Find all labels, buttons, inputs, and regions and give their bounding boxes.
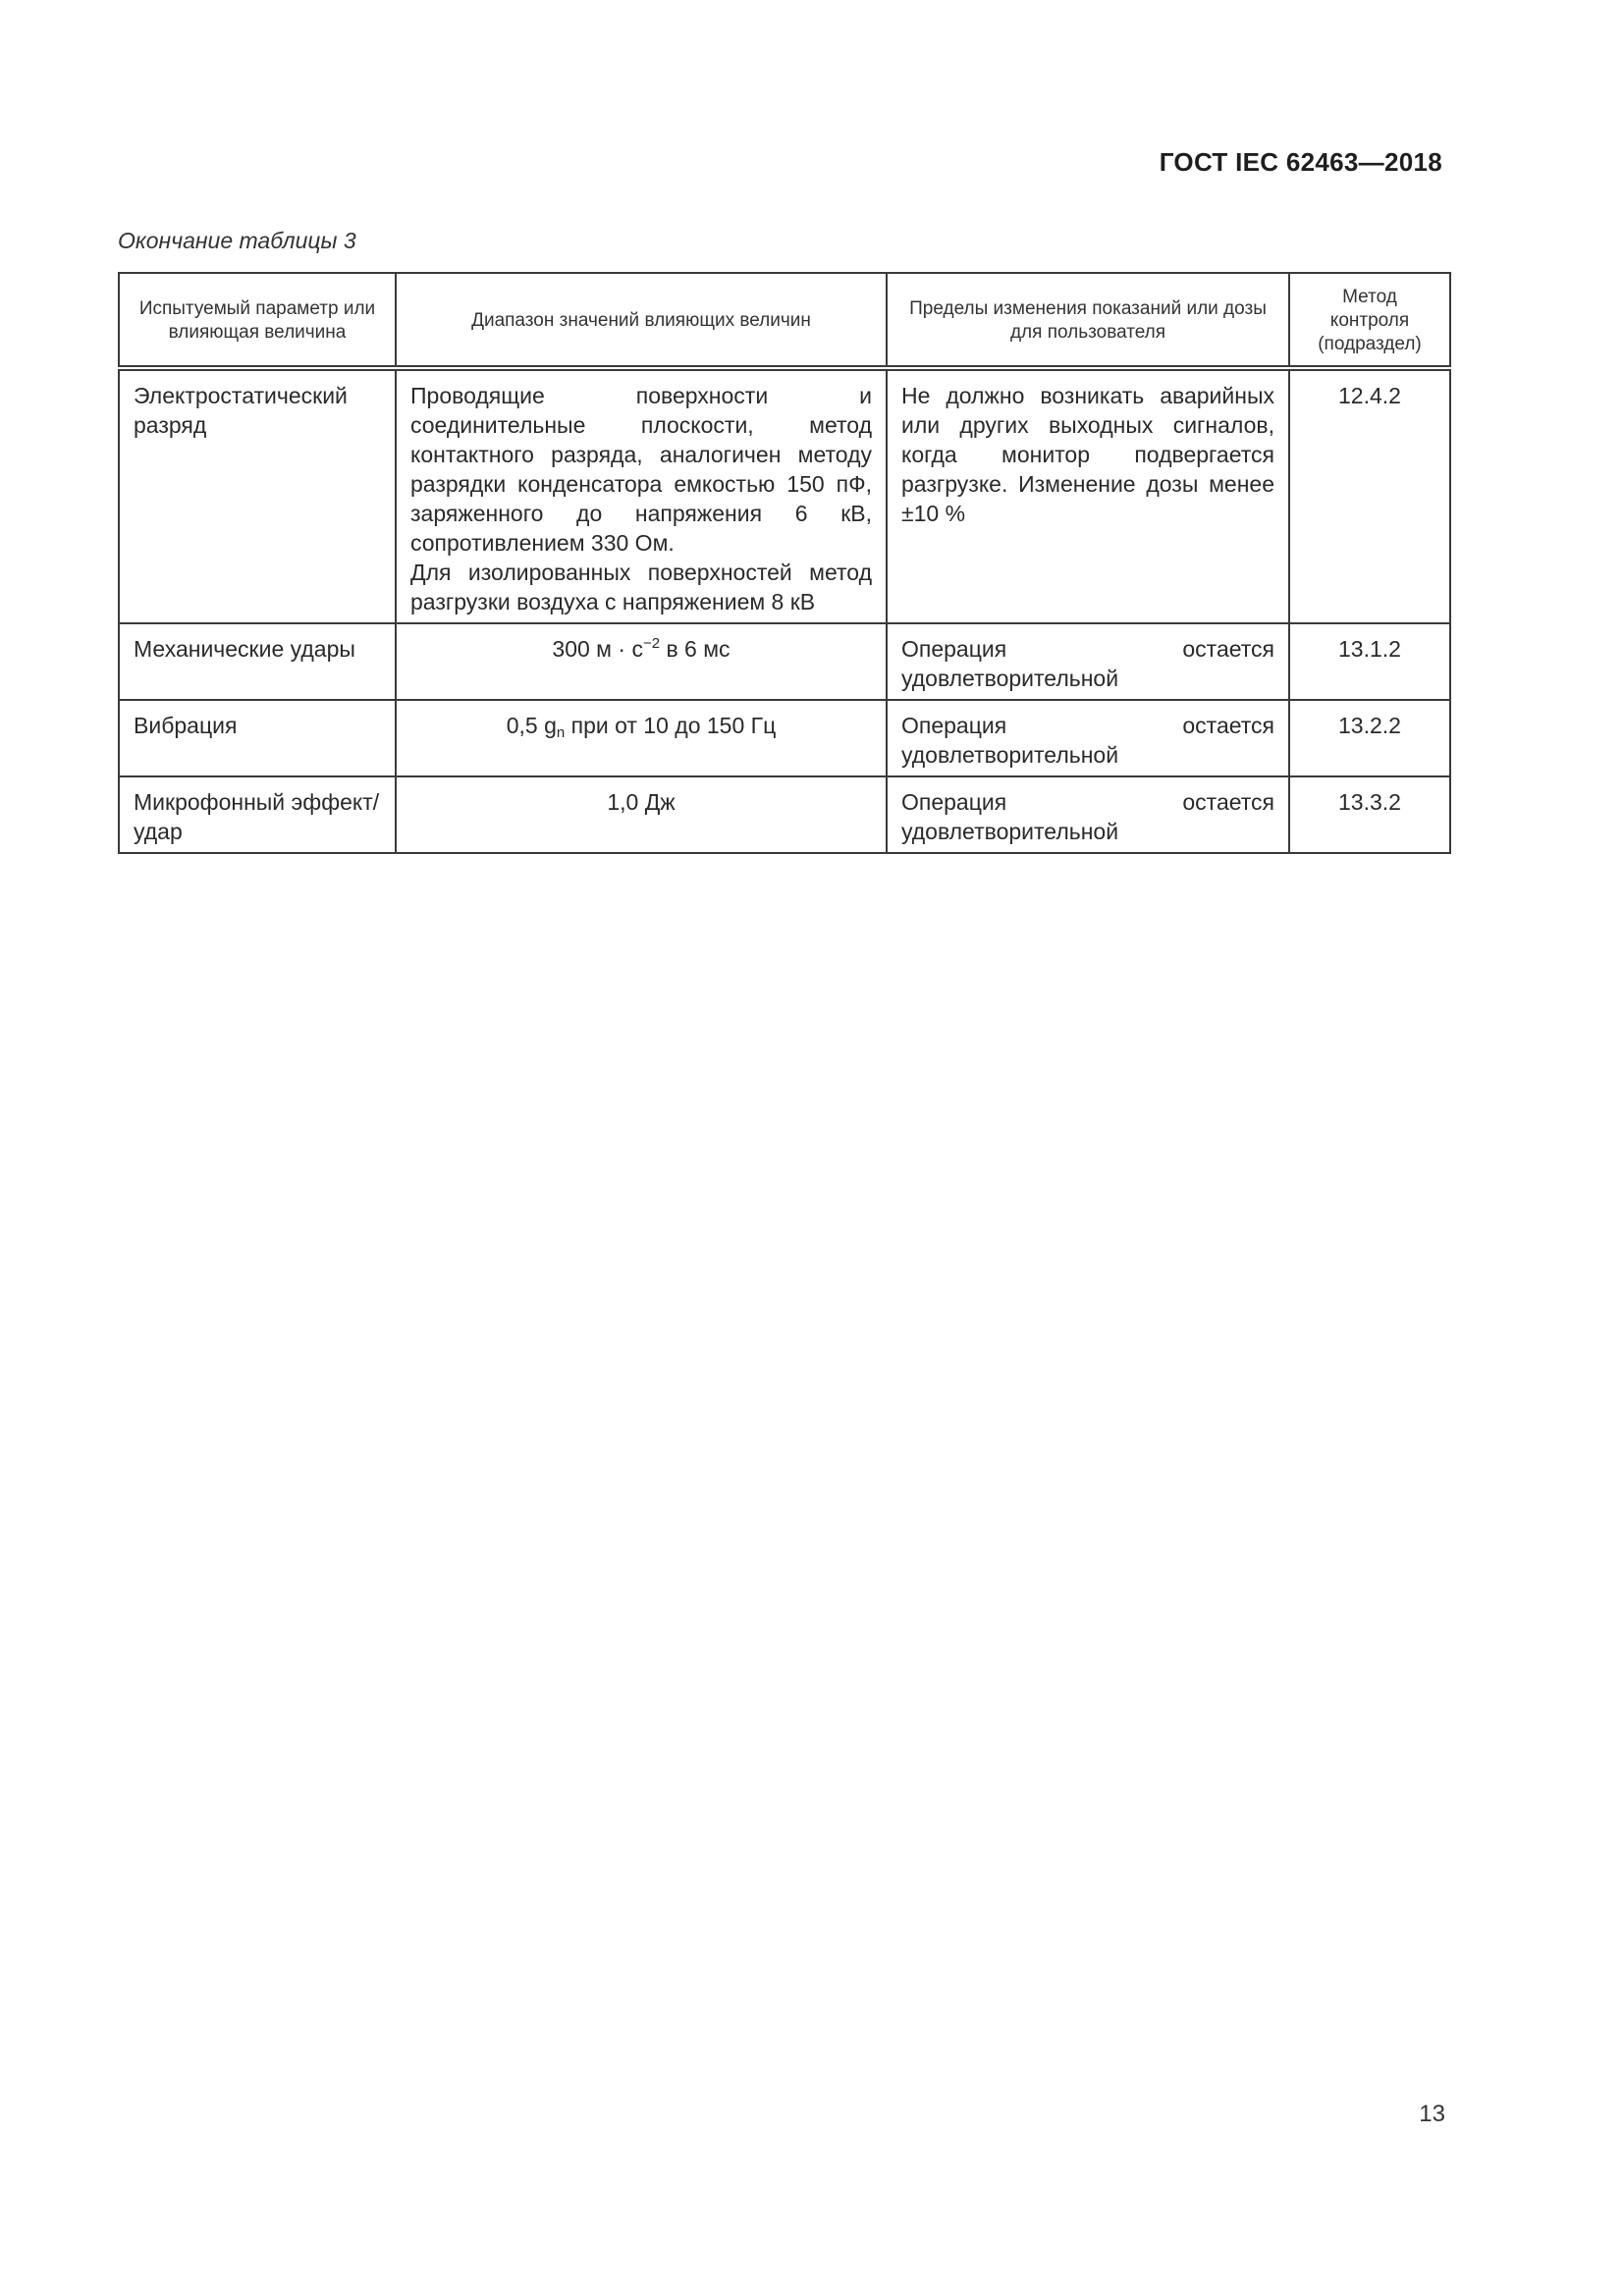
- cell-method: 13.2.2: [1289, 700, 1450, 776]
- cell-limits: Операция остается удовлетворительной: [887, 700, 1289, 776]
- cell-method: 13.1.2: [1289, 623, 1450, 700]
- cell-method: 13.3.2: [1289, 776, 1450, 853]
- range-exponent: −2: [642, 635, 661, 652]
- cell-range: [396, 700, 887, 776]
- cell-limits: Не должно возникать аварийных или других выходных сигналов, когда монитор подвергается разгрузке. Изменение дозы менее ±10 %: [887, 368, 1289, 623]
- document-code: ГОСТ IEC 62463—2018: [1159, 147, 1442, 177]
- range-value: 300 м · с: [552, 636, 643, 662]
- cell-range: [396, 368, 887, 623]
- range-paragraph: Для изолированных поверхностей метод разгрузки воздуха с напряжением 8 кВ: [410, 560, 872, 614]
- cell-parameter: Электростатический разряд: [119, 368, 396, 623]
- table-row: [119, 368, 1450, 623]
- cell-method: 12.4.2: [1289, 368, 1450, 623]
- column-header-limits: Пределы изменения показаний или дозы для пользователя: [887, 273, 1289, 368]
- table-header-row: [119, 273, 1450, 368]
- table-row: [119, 700, 1450, 776]
- table-row: [119, 776, 1450, 853]
- column-header-range: Диапазон значений влияющих величин: [396, 273, 887, 368]
- range-unit: при от 10 до 150 Гц: [565, 713, 777, 738]
- column-header-method: Метод контроля (подраздел): [1289, 273, 1450, 368]
- page-number: 13: [1419, 2101, 1445, 2127]
- range-subscript: n: [556, 724, 566, 741]
- cell-parameter: Вибрация: [119, 700, 396, 776]
- cell-range: [396, 623, 887, 700]
- range-value: 0,5 g: [506, 713, 557, 738]
- cell-limits: Операция остается удовлетворительной: [887, 776, 1289, 853]
- table-row: [119, 623, 1450, 700]
- cell-parameter: Механические удары: [119, 623, 396, 700]
- range-unit: в 6 мс: [660, 636, 731, 662]
- range-paragraph: Проводящие поверхности и соединительные плоскости, метод контактного разряда, аналогичен методу разрядки конденсатора емкостью 150 пФ, заряженного до напряжения 6 кВ, сопротивлением 330 Ом.: [410, 383, 872, 556]
- cell-range: 1,0 Дж: [396, 776, 887, 853]
- column-header-parameter: Испытуемый параметр или влияющая величина: [119, 273, 396, 368]
- cell-limits: Операция остается удовлетворительной: [887, 623, 1289, 700]
- table-caption: Окончание таблицы 3: [118, 228, 356, 253]
- cell-parameter: Микрофонный эффект/удар: [119, 776, 396, 853]
- spec-table: [118, 272, 1451, 854]
